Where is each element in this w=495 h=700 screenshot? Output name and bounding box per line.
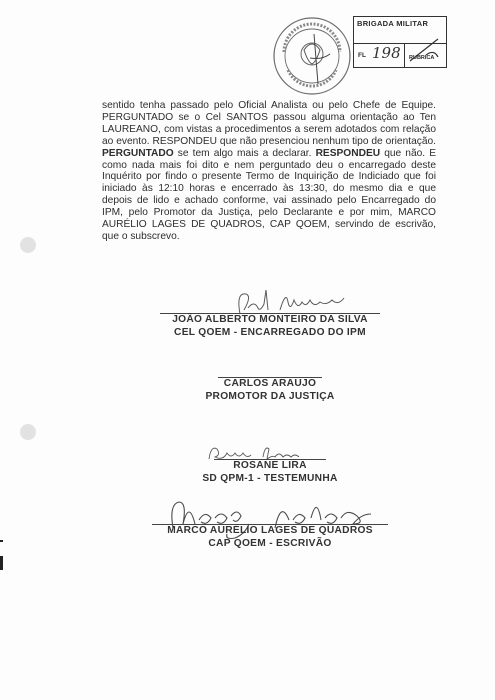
signature-block-encarregado (140, 313, 400, 339)
signature-block-escrivao (140, 524, 400, 550)
text-segment: sentido tenha passado pelo Oficial Analista ou pelo Chefe de Equipe. PERGUNTADO se o Cel SANTOS passou alguma orientação ao Ten LAUREANO, com vistas a procedimentos a serem adotados com relação ao evento. RESPONDEU que não presenciou nenhum tipo de orientação. (102, 100, 436, 147)
text-segment-bold: RESPONDEU (315, 147, 381, 159)
signature-block-promotor (140, 377, 400, 403)
signer-name: ROSANE LIRA (233, 460, 307, 471)
deposition-paragraph (102, 100, 436, 243)
signer-name: JOÃO ALBERTO MONTEIRO DA SILVA (172, 314, 368, 325)
text-segment: que não. E como nada mais foi dito e nem perguntado deu o encarregado deste Inquérito por findo o presente Termo de Inquirição de Indiciado que foi iniciado às 12:10 horas e encerrado às 13:30, do mesmo dia e que depois de lido e achado conforme, vai assinado pelo Encarregado do IPM, pelo Promotor da Justiça, pelo Declarante e por mim, MARCO AURÉLIO LAGES DE QUADROS, CAP QOEM, servindo de escrivão, que o subscrevo. (102, 147, 436, 242)
signer-name: CARLOS ARAUJO (223, 378, 317, 389)
stamp-title: BRIGADA MILITAR (357, 19, 429, 28)
rubrica-mark (404, 37, 444, 63)
deposition-text (102, 100, 436, 243)
stamp-fl-label: FL (358, 52, 366, 59)
scan-edge-mark (0, 540, 3, 542)
signer-role: SD QPM-1 - TESTEMUNHA (202, 472, 338, 484)
scan-edge-mark (0, 556, 3, 570)
signature-block-testemunha (140, 459, 400, 485)
stamp-rubrica-label: RUBRICA (409, 55, 435, 61)
signer-name: MARCO AURÉLIO LAGES DE QUADROS (167, 525, 373, 536)
stamp-folio-number: 198 (372, 44, 401, 62)
signer-role: PROMOTOR DA JUSTIÇA (205, 390, 335, 402)
folio-stamp (353, 16, 447, 68)
text-segment-bold: PERGUNTADO (102, 147, 174, 159)
punch-hole (20, 237, 36, 253)
signer-role: CEL QOEM - ENCARREGADO DO IPM (174, 326, 366, 338)
signer-role: CAP QOEM - ESCRIVÃO (208, 537, 332, 549)
punch-hole (20, 424, 36, 440)
brigada-militar-seal (270, 14, 354, 98)
text-segment: se tem algo mais a declarar. (173, 147, 316, 159)
